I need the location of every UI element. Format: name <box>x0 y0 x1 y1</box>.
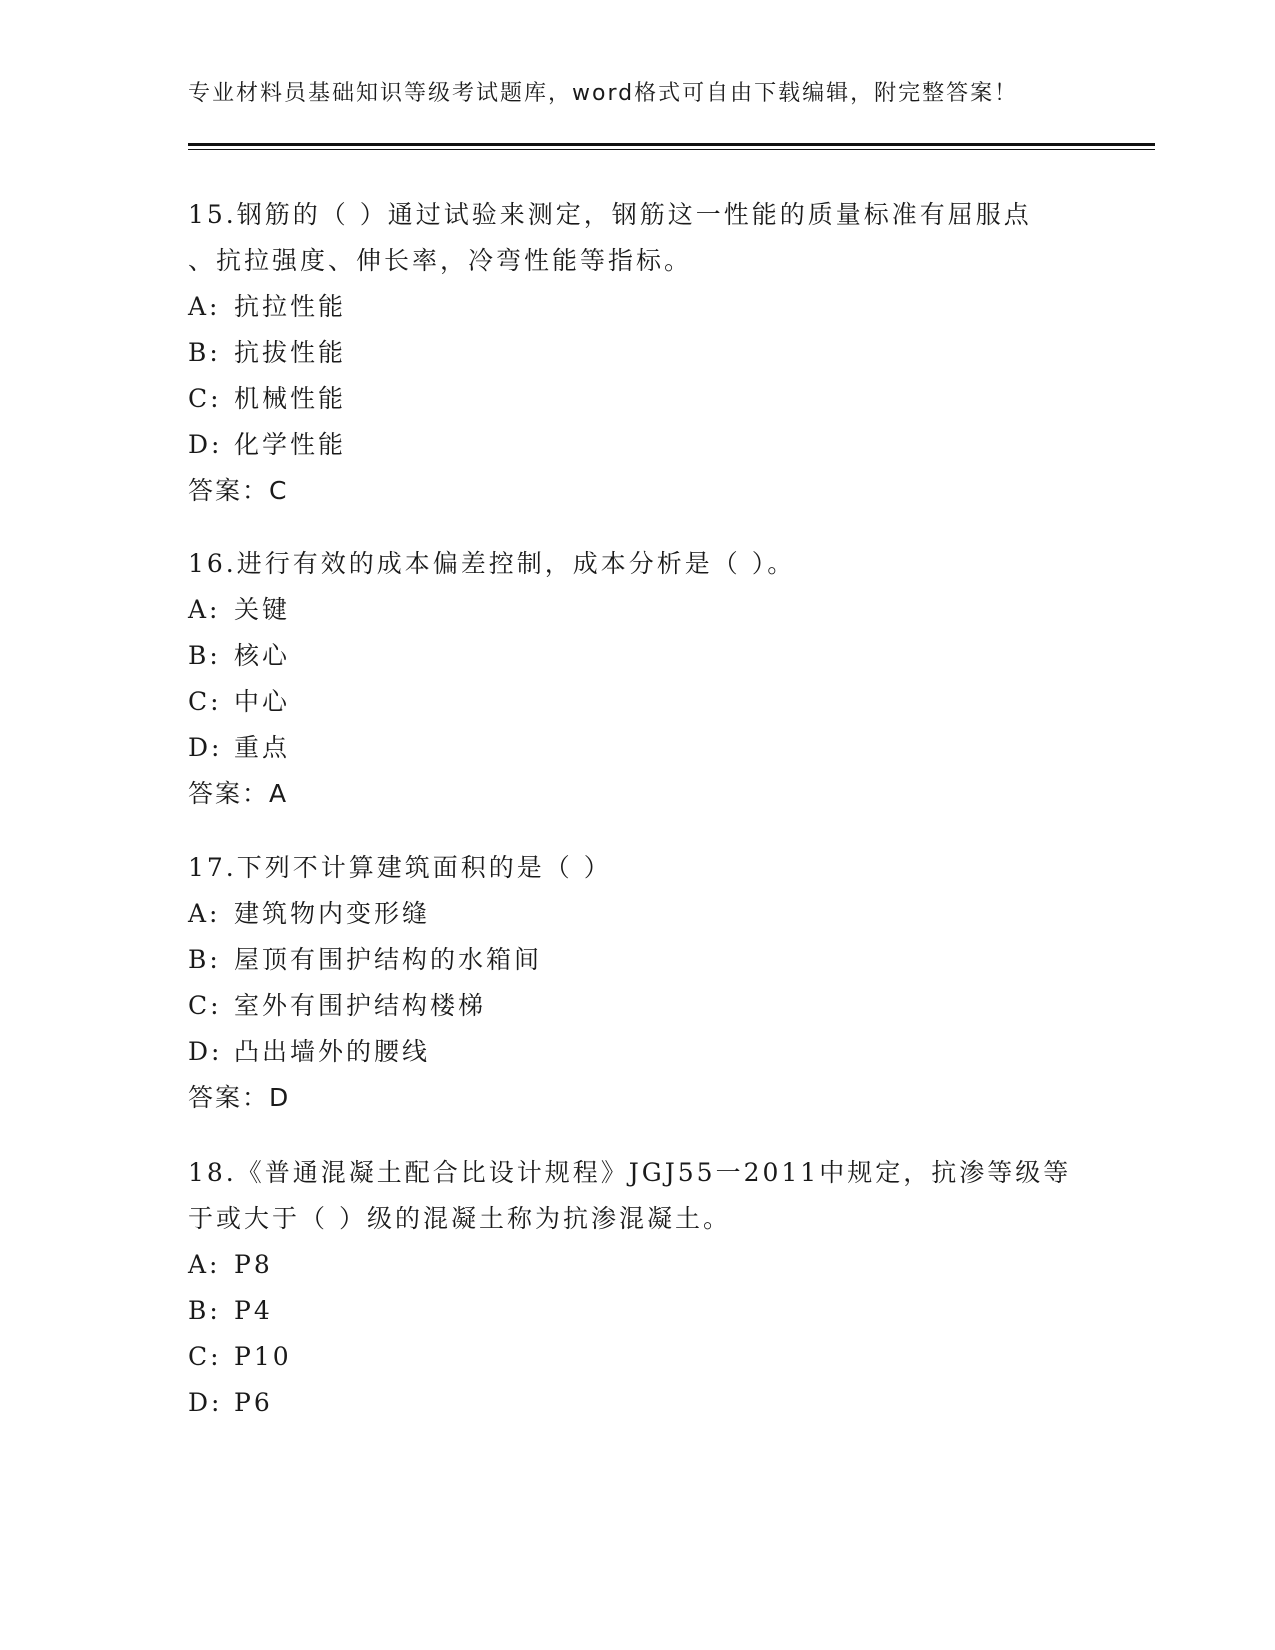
question-18 <box>188 1150 1088 1426</box>
option-letter: B: <box>188 945 221 974</box>
option-a <box>188 891 1088 937</box>
option-text: 抗拉性能 <box>234 292 347 321</box>
question-stem-line: 16.进行有效的成本偏差控制，成本分析是（ ）。 <box>188 549 796 578</box>
page-header: 专业材料员基础知识等级考试题库，word格式可自由下载编辑，附完整答案！ <box>188 81 1019 106</box>
option-letter: A: <box>188 899 221 928</box>
option-letter: D: <box>188 1388 223 1417</box>
option-text: 重点 <box>234 733 291 762</box>
option-letter: C: <box>188 687 222 716</box>
option-d <box>188 725 1088 771</box>
option-c <box>188 679 1088 725</box>
option-text: 抗拔性能 <box>234 338 347 367</box>
option-letter: C: <box>188 1342 222 1371</box>
question-16 <box>188 541 1088 817</box>
option-letter: A: <box>188 595 221 624</box>
question-15 <box>188 192 1088 514</box>
option-letter: A: <box>188 1250 221 1279</box>
option-c <box>188 376 1088 422</box>
option-a <box>188 1242 1088 1288</box>
option-text: 化学性能 <box>234 430 347 459</box>
option-letter: D: <box>188 1037 223 1066</box>
option-letter: A: <box>188 292 221 321</box>
option-text: 关键 <box>234 595 291 624</box>
answer-line: 答案：A <box>188 779 289 808</box>
header-rule-thick <box>188 143 1155 146</box>
option-a <box>188 587 1088 633</box>
option-text: P8 <box>234 1250 273 1279</box>
question-stem-line: 于或大于（ ）级的混凝土称为抗渗混凝土。 <box>188 1204 731 1233</box>
option-text: 核心 <box>234 641 291 670</box>
option-text: 建筑物内变形缝 <box>234 899 431 928</box>
option-b <box>188 1288 1088 1334</box>
option-c <box>188 1334 1088 1380</box>
option-text: 凸出墙外的腰线 <box>234 1037 431 1066</box>
answer-line: 答案：C <box>188 476 289 505</box>
option-letter: C: <box>188 991 222 1020</box>
option-a <box>188 284 1088 330</box>
question-17 <box>188 845 1088 1121</box>
option-letter: C: <box>188 384 222 413</box>
option-text: P10 <box>234 1342 292 1371</box>
question-stem-line: 17.下列不计算建筑面积的是（ ） <box>188 853 612 882</box>
option-letter: D: <box>188 733 223 762</box>
option-d <box>188 1380 1088 1426</box>
option-b <box>188 330 1088 376</box>
option-letter: D: <box>188 430 223 459</box>
option-text: 机械性能 <box>234 384 347 413</box>
option-letter: B: <box>188 641 221 670</box>
option-letter: B: <box>188 338 221 367</box>
question-stem-line: 18.《普通混凝土配合比设计规程》JGJ55一2011中规定，抗渗等级等 <box>188 1158 1072 1187</box>
option-b <box>188 633 1088 679</box>
option-text: P6 <box>234 1388 273 1417</box>
option-text: P4 <box>234 1296 273 1325</box>
option-b <box>188 937 1088 983</box>
option-text: 室外有围护结构楼梯 <box>234 991 487 1020</box>
option-text: 中心 <box>234 687 291 716</box>
option-d <box>188 422 1088 468</box>
option-letter: B: <box>188 1296 221 1325</box>
header-rule-thin <box>188 149 1155 150</box>
question-stem-line: 15.钢筋的（ ）通过试验来测定，钢筋这一性能的质量标准有屈服点 <box>188 200 1032 229</box>
answer-line: 答案：D <box>188 1083 291 1112</box>
option-d <box>188 1029 1088 1075</box>
option-c <box>188 983 1088 1029</box>
question-stem-line: 、抗拉强度、伸长率，冷弯性能等指标。 <box>188 246 693 275</box>
option-text: 屋顶有围护结构的水箱间 <box>234 945 543 974</box>
